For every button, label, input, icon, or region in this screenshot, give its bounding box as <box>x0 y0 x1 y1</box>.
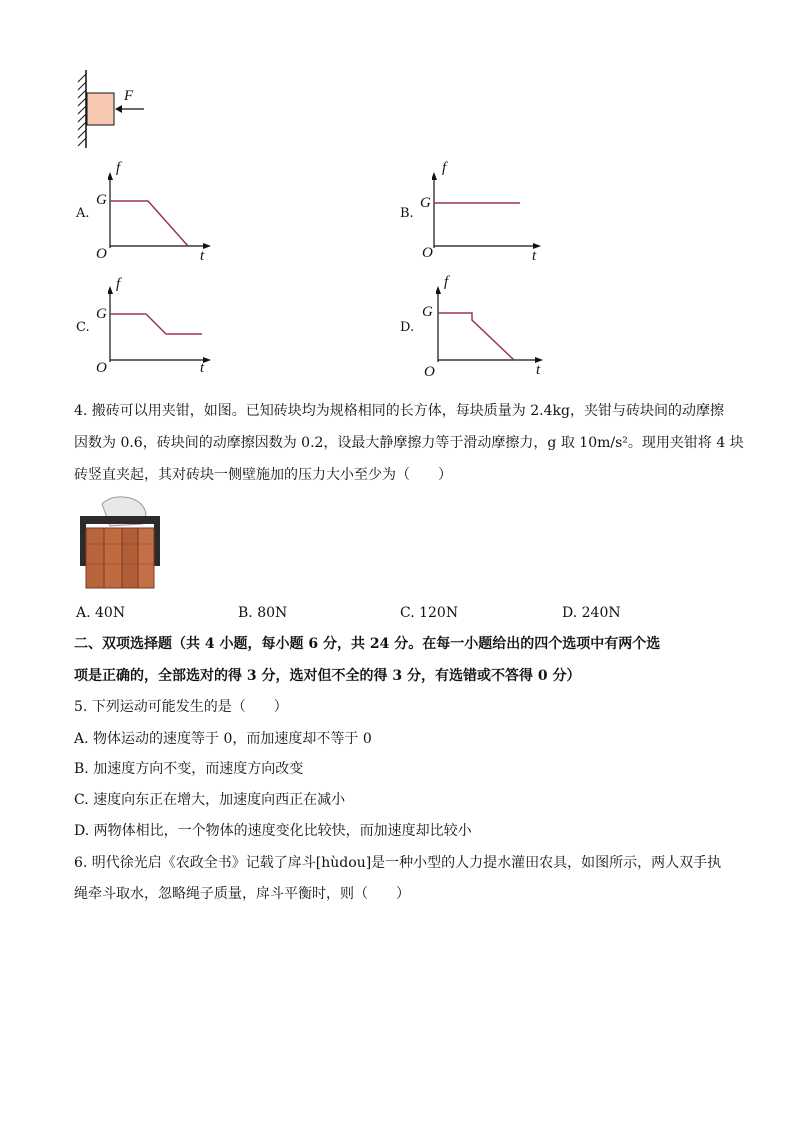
q4-choice-d: D. 240N <box>562 605 621 621</box>
graph-c-origin: O <box>96 360 107 376</box>
graph-b-origin: O <box>422 245 433 261</box>
graph-c-x-label: t <box>200 360 205 376</box>
q4-choice-a: A. 40N <box>76 605 126 621</box>
q4-line-2: 因数为 0.6，砖块间的动摩擦因数为 0.2，设最大静摩擦力等于滑动摩擦力，g 取 10m/s²。现用夹钳将 4 块 <box>74 435 744 451</box>
q4-line-3: 砖竖直夹起，其对砖块一侧壁施加的压力大小至少为（ ） <box>74 467 452 483</box>
option-a-label: A. <box>76 206 90 221</box>
force-label: F <box>124 88 134 104</box>
graph-a-y-label: f <box>116 160 121 176</box>
graph-d-g-label: G <box>422 304 433 320</box>
graph-a-origin: O <box>96 246 107 262</box>
option-c-label: C. <box>76 320 90 335</box>
q4-line-1: 4. 搬砖可以用夹钳，如图。已知砖块均为规格相同的长方体，每块质量为 2.4kg，夹钳与砖块间的动摩擦 <box>74 403 724 419</box>
graph-d-x-label: t <box>536 362 541 378</box>
option-d-label: D. <box>400 320 415 335</box>
graph-a <box>108 172 212 250</box>
graph-a-x-label: t <box>200 248 205 264</box>
graph-b-x-label: t <box>532 248 537 264</box>
q4-choice-b: B. 80N <box>238 605 288 621</box>
graph-d-origin: O <box>424 364 435 380</box>
wall-block-figure <box>70 68 160 150</box>
graph-c-y-label: f <box>116 276 121 292</box>
q5-stem: 5. 下列运动可能发生的是（ ） <box>74 699 288 715</box>
q6-line-2: 绳牵斗取水，忽略绳子质量，戽斗平衡时，则（ ） <box>74 886 410 902</box>
q4-choice-c: C. 120N <box>400 605 459 621</box>
graph-d <box>436 286 544 364</box>
graph-d-y-label: f <box>444 274 449 290</box>
q5-option-c: C. 速度向东正在增大，加速度向西正在减小 <box>74 792 346 808</box>
q5-option-d: D. 两物体相比，一个物体的速度变化比较快，而加速度却比较小 <box>74 823 472 839</box>
graph-b <box>432 172 542 250</box>
brick-clamp-photo <box>72 494 168 598</box>
graph-c <box>108 286 212 364</box>
graph-b-g-label: G <box>420 195 431 211</box>
option-b-label: B. <box>400 206 414 221</box>
q5-option-a: A. 物体运动的速度等于 0，而加速度却不等于 0 <box>74 731 372 747</box>
graph-b-y-label: f <box>442 160 447 176</box>
graph-c-g-label: G <box>96 306 107 322</box>
q6-line-1: 6. 明代徐光启《农政全书》记载了戽斗[hùdou]是一种小型的人力提水灌田农具，如图所示，两人双手执 <box>74 855 722 871</box>
section2-heading-line-1: 二、双项选择题（共 4 小题，每小题 6 分，共 24 分。在每一小题给出的四个选项中有两个选 <box>74 636 661 652</box>
section2-heading-line-2: 项是正确的，全部选对的得 3 分，选对但不全的得 3 分，有选错或不答得 0 分） <box>74 668 581 684</box>
graph-a-g-label: G <box>96 192 107 208</box>
q5-option-b: B. 加速度方向不变，而速度方向改变 <box>74 761 304 777</box>
